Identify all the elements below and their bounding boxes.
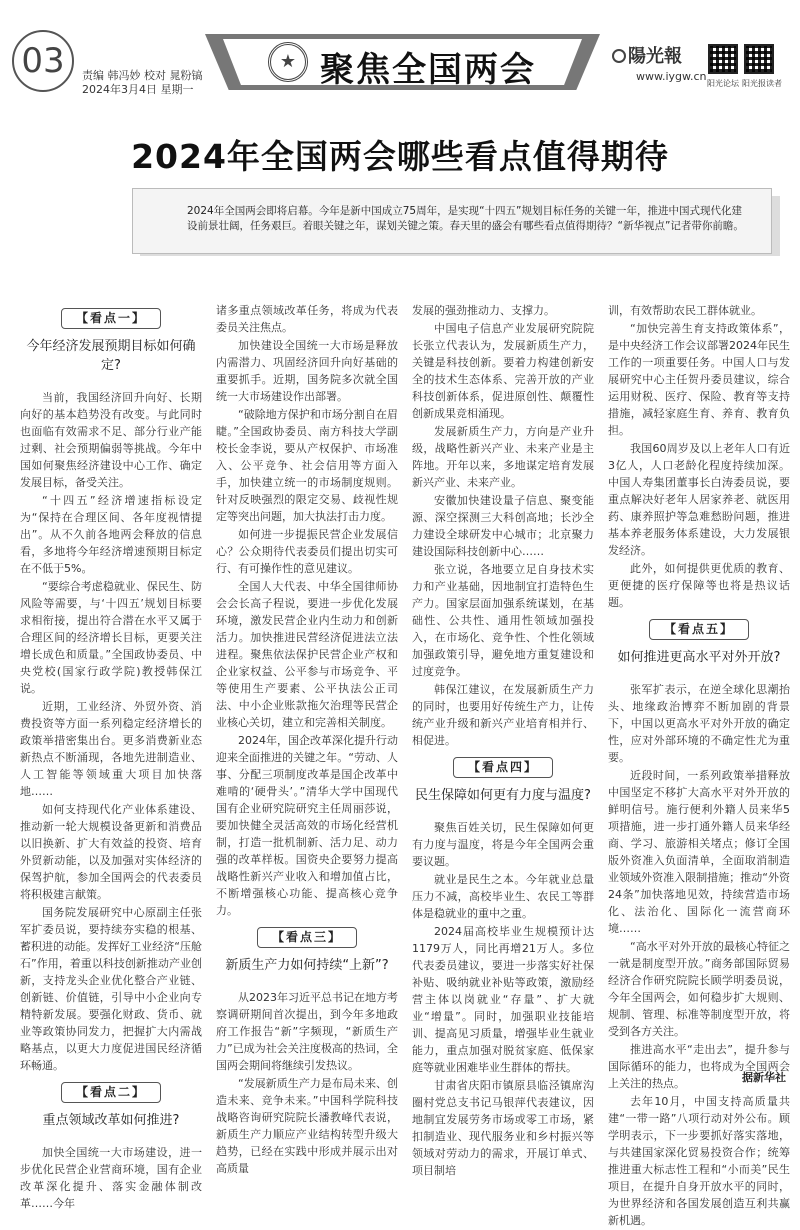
- paragraph: 2024年，国企改革深化提升行动迎来全面推进的关键之年。“劳动、人事、分配三项制度改革是国企改革中难啃的‘硬骨头’。”清华大学中国现代国有企业研究院研究主任周丽莎说，要加快健全灵活高效的市场化经营机制，打造一批机制新、活力足、动力强的改革样板。国资央企要努力提高战略性新兴产业收入和增加值占比，不断增强核心功能、提高核心竞争力。: [216, 734, 398, 917]
- paragraph: 就业是民生之本。今年就业总量压力不减，高校毕业生、农民工等群体是稳就业的重中之重。: [412, 873, 594, 920]
- intro-box: 2024年全国两会即将启幕。今年是新中国成立75周年，是实现“十四五”规划目标任务的关键一年，推进中国式现代化建设前景壮阔，任务艰巨。着眼关键之年，谋划关键之策。春天里的盛会有哪些看点值得期待？“新华视点”记者带你前瞻。: [132, 188, 772, 254]
- paragraph: 加快全国统一大市场建设，进一步优化民营企业营商环境，国有企业改革深化提升、落实金融体制改革……今年: [20, 1146, 202, 1210]
- section-title: 今年经济发展预期目标如何确定?: [26, 339, 196, 373]
- paragraph: 此外，如何提供更优质的教育、更便捷的医疗保障等也将是热议话题。: [608, 562, 790, 609]
- paragraph: 当前，我国经济回升向好、长期向好的基本趋势没有改变。与此同时也面临有效需求不足、部分行业产能过剩、社会预期偏弱等挑战。今年中国如何聚焦经济建设中心工作、确定发展目标，备受关注。: [20, 391, 202, 489]
- paragraph: 诸多重点领域改革任务，将成为代表委员关注焦点。: [216, 304, 398, 334]
- column-1: [20, 300, 202, 1213]
- section-title: 重点领域改革如何推进?: [42, 1113, 180, 1128]
- paragraph: 全国人大代表、中华全国律师协会会长高子程说，要进一步优化发展环境，激发民营企业内生动力和创新活力。加快推进民营经济促进法立法进程。聚焦依法保护民营企业产权和企业家权益、公平参与市场竞争、平等使用生产要素、公平执法公正司法、中小企业账款拖欠治理等民营企业核心关切，建立和完善相关制度。: [216, 580, 398, 729]
- source-credit: 据新华社: [742, 1071, 786, 1084]
- newspaper-logo: [612, 42, 682, 68]
- issue-date: 2024年3月4日 星期一: [82, 83, 194, 96]
- section-title: 如何推进更高水平对外开放?: [617, 650, 781, 665]
- paragraph: 近段时间，一系列政策举措释放中国坚定不移扩大高水平对外开放的鲜明信号。施行便利外籍人员来华5项措施，进一步打通外籍人员来华经商、学习、旅游相关堵点；修订全国版外资准入负面清单，全面取消制造业领域外资准入限制措施；推动“外资24条”加快落地见效，持续营造市场化、法治化、国际化一流营商环境……: [608, 769, 790, 935]
- section-tag: 【看点五】: [649, 619, 749, 640]
- column-3: [412, 302, 594, 1180]
- page-number: 03: [12, 30, 74, 92]
- paragraph: 发展新质生产力，方向是产业升级，战略性新兴产业、未来产业是主阵地。开年以来，多地谋定培育发展新兴产业、未来产业。: [412, 425, 594, 489]
- sun-logo-icon: [612, 49, 626, 63]
- paragraph: “要综合考虑稳就业、保民生、防风险等需要，与‘十四五’规划目标要求相衔接，提出符合潜在水平又属于合理区间的经济增长目标，更要关注增长成色和质量。”全国政协委员、中央党校(国家行政学院)教授韩保江说。: [20, 580, 202, 695]
- section-tag-wrap: [608, 619, 790, 640]
- qr-label: 阳光报读者: [742, 79, 782, 88]
- paragraph: 安徽加快建设量子信息、聚变能源、深空探测三大科创高地；长沙全力建设全球研发中心城市；北京聚力建设国际科技创新中心……: [412, 494, 594, 558]
- paragraph: “高水平对外开放的最核心特征之一就是制度型开放。”商务部国际贸易经济合作研究院院长顾学明委员说，今年全国两会，如何稳步扩大规则、规制、管理、标准等制度型开放，将受到各方关注。: [608, 940, 790, 1038]
- paragraph: 张立说，各地要立足自身技术实力和产业基础，因地制宜打造特色生产力。国家层面加强系统谋划，在基础性、公共性、通用性领域加强投入，在市场化、竞争性、个性化领域加强政策引导，避免地方重复建设和过度竞争。: [412, 563, 594, 678]
- paragraph: 推进高水平“走出去”，提升参与国际循环的能力，也将成为全国两会上关注的热点。: [608, 1043, 790, 1090]
- section-tag-wrap: [216, 927, 398, 948]
- article-headline: 2024年全国两会哪些看点值得期待: [131, 137, 669, 176]
- paragraph: 国务院发展研究中心原副主任张军扩委员说，要持续夯实稳的根基、蓄积进的动能。发挥好工业经济“压舱石”作用，着重以科技创新推动产业创新，支持龙头企业优化整合产业链、创新链、价值链，引导中小企业向专精特新发展。要强化财政、货币、就业等政策协同发力，把握扩大内需战略基点，以更大力度促进国民经济循环畅通。: [20, 906, 202, 1072]
- column-4: [608, 302, 790, 1230]
- paragraph: “破除地方保护和市场分割自在眉睫。”全国政协委员、南方科技大学副校长金李说，要从产权保护、市场准入、公平竞争、社会信用等方面入手，加快建立统一的市场制度规则。针对反映强烈的限定交易、歧视性规定等突出问题，加大执法打击力度。: [216, 408, 398, 523]
- paragraph: 2024届高校毕业生规模预计达1179万人，同比再增21万人。多位代表委员建议，要进一步落实好社保补贴、吸纳就业补贴等政策，激励经营主体以岗就业“存量”、扩大就业“增量”。同时，加强职业技能培训、提高见习质量，增强毕业生就业能力，重点加强对脱贫家庭、低保家庭等就业困难毕业生群体的帮扶。: [412, 925, 594, 1074]
- paragraph: 如何支持现代化产业体系建设、推动新一轮大规模设备更新和消费品以旧换新、扩大有效益的投资、培育外贸新动能，以及加强对实体经济的保驾护航，参加全国两会的代表委员将积极建言献策。: [20, 803, 202, 901]
- national-emblem-icon: [268, 42, 308, 82]
- section-banner-title: 聚焦全国两会: [320, 50, 536, 90]
- paragraph: 近期，工业经济、外贸外资、消费投资等方面一系列稳定经济增长的政策举措密集出台。更多消费新业态新热点不断涌现，各地先进制造业、人工智能等领域重大项目加快落地……: [20, 700, 202, 798]
- section-tag-wrap: [20, 308, 202, 329]
- paragraph: 从2023年习近平总书记在地方考察调研期间首次提出，到今年多地政府工作报告“新”字频现，“新质生产力”已成为社会关注度极高的热词，全国两会期间将继续引发热议。: [216, 991, 398, 1072]
- section-title: 新质生产力如何持续“上新”?: [225, 958, 389, 973]
- section-tag-wrap: [20, 1082, 202, 1103]
- paragraph: 韩保江建议，在发展新质生产力的同时，也要用好传统生产力，让传统产业升级和新兴产业培育相并行、相促进。: [412, 683, 594, 747]
- paragraph: “十四五”经济增速指标设定为“保持在合理区间、各年度视情提出”。从不久前各地两会释放的信息看，多地将今年经济增速预期目标定在不低于5%。: [20, 494, 202, 575]
- paragraph: 加快建设全国统一大市场是释放内需潜力、巩固经济回升向好基础的重要抓手。近期，国务院多次就全国统一大市场建设作出部署。: [216, 339, 398, 403]
- paragraph: 如何进一步提振民营企业发展信心？公众期待代表委员们提出切实可行、有可操作性的意见建议。: [216, 528, 398, 575]
- qr-code-icon[interactable]: [744, 44, 774, 74]
- paragraph: 聚焦百姓关切，民生保障如何更有力度与温度，将是今年全国两会重要议题。: [412, 821, 594, 868]
- section-tag-wrap: [412, 757, 594, 778]
- paragraph: 发展的强劲推动力、支撑力。: [412, 304, 555, 317]
- paragraph: 甘肃省庆阳市镇原县临泾镇席沟圈村党总支书记马银萍代表建议，因地制宜发展劳务市场或零工市场，紧扣制造业、现代服务业和乡村振兴等领域对劳动力的需求，开展订单式、项目制培: [412, 1079, 594, 1177]
- section-tag: 【看点一】: [61, 308, 161, 329]
- paragraph: 去年10月，中国支持高质量共建“一带一路”八项行动对外公布。顾学明表示，下一步要抓好落实落地，与共建国家深化贸易投资合作；统筹推进重大标志性工程和“小而美”民生项目，在提升自身开放水平的同时，为世界经济和各国发展创造互利共赢新机遇。: [608, 1095, 790, 1227]
- qr-code-icon[interactable]: [708, 44, 738, 74]
- section-tag: 【看点三】: [257, 927, 357, 948]
- paragraph: “加快完善生育支持政策体系”，是中央经济工作会议部署2024年民生工作的一项重要任务。中国人口与发展研究中心主任贺丹委员建议，综合运用财税、医疗、保险、教育等支持措施，减轻家庭生育、养育、教育负担。: [608, 322, 790, 437]
- section-tag: 【看点二】: [61, 1082, 161, 1103]
- website-url[interactable]: www.iygw.cn: [636, 70, 707, 83]
- section-tag: 【看点四】: [453, 757, 553, 778]
- newspaper-logo-text: 陽光報: [628, 46, 682, 67]
- column-2: [216, 302, 398, 1178]
- paragraph: 训，有效帮助农民工群体就业。: [608, 304, 762, 317]
- paragraph: 我国60周岁及以上老年人口有近3亿人，人口老龄化程度持续加深。中国人寿集团董事长白涛委员说，要重点解决好老年人居家养老、就医用药、康养照护等急难愁盼问题，推进基本养老服务体系建设，大力发展银发经济。: [608, 442, 790, 557]
- paragraph: 张军扩表示，在逆全球化思潮抬头、地缘政治博弈不断加剧的背景下，中国以更高水平对外开放的确定性，应对外部环境的不确定性尤为重要。: [608, 683, 790, 764]
- page-header: [0, 0, 800, 100]
- section-title: 民生保障如何更有力度与温度?: [415, 788, 591, 803]
- paragraph: 中国电子信息产业发展研究院院长张立代表认为，发展新质生产力，关键是科技创新。要着力构建创新安全的技术生态体系、完善开放的产业科技创新体系，促进原创性、颠覆性创新成果竞相涌现。: [412, 322, 594, 420]
- editor-credits: 责编 韩冯妙 校对 晁粉镐: [82, 69, 203, 82]
- qr-label: 阳光论坛: [707, 79, 739, 88]
- paragraph: “发展新质生产力是布局未来、创造未来、竞争未来。”中国科学院科技战略咨询研究院院长潘教峰代表说，新质生产力顺应产业结构转型升级大趋势，已经在实践中形成并展示出对高质量: [216, 1077, 398, 1175]
